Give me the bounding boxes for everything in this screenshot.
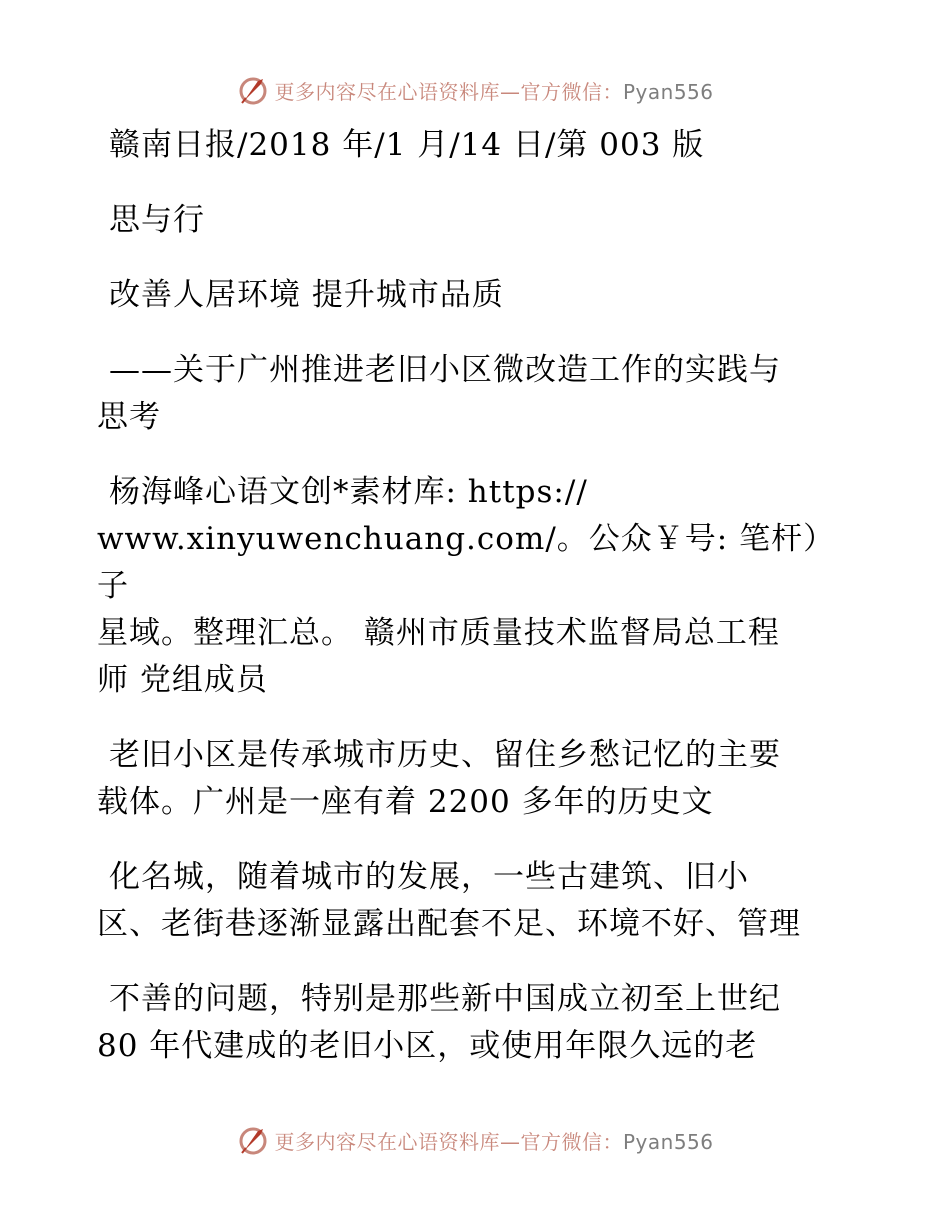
article-subtitle-line: ——关于广州推进老旧小区微改造工作的实践与 — [109, 352, 781, 388]
watermark-text: 更多内容尽在心语资料库—官方微信： — [274, 79, 623, 104]
body-line: 不善的问题，特别是那些新中国成立初至上世纪 — [109, 981, 781, 1017]
byline-line: www.xinyuwenchuang.com/。公众￥号: 笔杆）子 — [97, 521, 836, 604]
quill-circle-icon — [236, 1123, 270, 1157]
document-body — [97, 122, 857, 1070]
watermark-wechat-id: Pyan556 — [622, 79, 714, 104]
watermark-wechat-id: Pyan556 — [622, 1129, 714, 1154]
quill-circle-icon — [236, 73, 270, 107]
header-watermark — [0, 70, 950, 110]
article-subtitle-line: 思考 — [97, 399, 161, 435]
article-title: 改善人居环境 提升城市品质 — [109, 277, 504, 313]
body-line: 区、老街巷逐渐显露出配套不足、环境不好、管理 — [97, 906, 801, 942]
body-line: 老旧小区是传承城市历史、留住乡愁记忆的主要 — [109, 737, 781, 773]
byline-line: 杨海峰心语文创*素材库: https:// — [109, 474, 588, 510]
body-line: 化名城，随着城市的发展，一些古建筑、旧小 — [109, 859, 749, 895]
column-name: 思与行 — [109, 202, 205, 238]
body-line: 80 年代建成的老旧小区，或使用年限久远的老 — [97, 1028, 758, 1064]
watermark-text: 更多内容尽在心语资料库—官方微信： — [274, 1129, 623, 1154]
body-line: 载体。广州是一座有着 2200 多年的历史文 — [97, 784, 714, 820]
dateline: 赣南日报/2018 年/1 月/14 日/第 003 版 — [109, 127, 705, 163]
footer-watermark — [0, 1120, 950, 1160]
byline-line: 星域。整理汇总。 赣州市质量技术监督局总工程 — [97, 615, 780, 651]
byline-line: 师 党组成员 — [97, 662, 268, 698]
